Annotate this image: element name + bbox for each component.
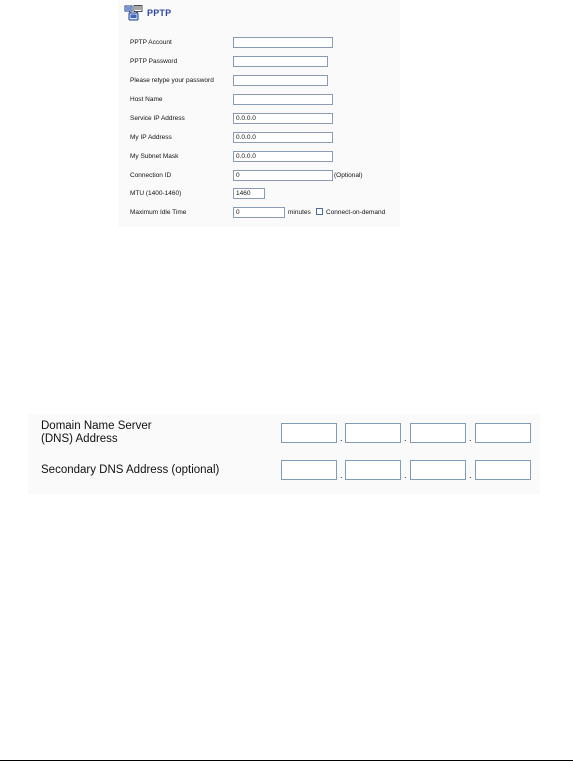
network-computer-icon xyxy=(124,5,143,22)
primary-dns-dot-3: . xyxy=(469,433,472,443)
secondary-dns-octet-4[interactable] xyxy=(475,460,531,480)
my-ip-label: My IP Address xyxy=(130,134,172,141)
subnet-mask-label: My Subnet Mask xyxy=(130,153,179,160)
pptp-password-label: PPTP Password xyxy=(130,58,178,65)
primary-dns-label xyxy=(41,420,152,446)
connect-on-demand-label: Connect-on-demand xyxy=(326,209,386,216)
connection-id-label: Connection ID xyxy=(130,172,172,179)
pptp-account-input[interactable] xyxy=(233,37,333,48)
service-ip-label: Service IP Address xyxy=(130,115,185,122)
mtu-label: MTU (1400-1460) xyxy=(130,190,182,197)
pptp-password-input[interactable] xyxy=(233,56,328,67)
subnet-mask-input[interactable] xyxy=(233,151,333,162)
secondary-dns-dot-3: . xyxy=(469,470,472,480)
retype-password-input[interactable] xyxy=(233,75,328,86)
connection-id-input[interactable] xyxy=(233,170,333,181)
primary-dns-dot-2: . xyxy=(404,433,407,443)
secondary-dns-dot-2: . xyxy=(404,470,407,480)
pptp-account-label: PPTP Account xyxy=(130,39,172,46)
my-ip-input[interactable] xyxy=(233,132,333,143)
connection-id-optional-note: (Optional) xyxy=(334,172,363,179)
mtu-input[interactable] xyxy=(233,188,265,199)
primary-dns-octet-2[interactable] xyxy=(345,423,401,443)
footer-divider xyxy=(0,760,573,761)
primary-dns-label-line2: (DNS) Address xyxy=(41,433,118,445)
secondary-dns-octet-3[interactable] xyxy=(410,460,466,480)
primary-dns-label-line1: Domain Name Server xyxy=(41,420,152,432)
primary-dns-dot-1: . xyxy=(340,433,343,443)
service-ip-input[interactable] xyxy=(233,113,333,124)
primary-dns-octet-3[interactable] xyxy=(410,423,466,443)
secondary-dns-octet-1[interactable] xyxy=(281,460,337,480)
idle-time-input[interactable] xyxy=(233,207,285,218)
primary-dns-octet-4[interactable] xyxy=(475,423,531,443)
idle-time-label: Maximum Idle Time xyxy=(130,209,187,216)
primary-dns-octet-1[interactable] xyxy=(281,423,337,443)
host-name-label: Host Name xyxy=(130,96,163,103)
pptp-settings-panel xyxy=(118,0,400,227)
dns-settings-panel xyxy=(28,414,540,494)
idle-time-unit: minutes xyxy=(288,209,311,216)
retype-password-label: Please retype your password xyxy=(130,77,214,84)
secondary-dns-octet-2[interactable] xyxy=(345,460,401,480)
host-name-input[interactable] xyxy=(233,94,333,105)
connect-on-demand-checkbox[interactable] xyxy=(316,208,323,215)
pptp-header xyxy=(124,3,171,23)
secondary-dns-label: Secondary DNS Address (optional) xyxy=(41,464,220,476)
pptp-title: PPTP xyxy=(147,8,172,18)
secondary-dns-dot-1: . xyxy=(340,470,343,480)
